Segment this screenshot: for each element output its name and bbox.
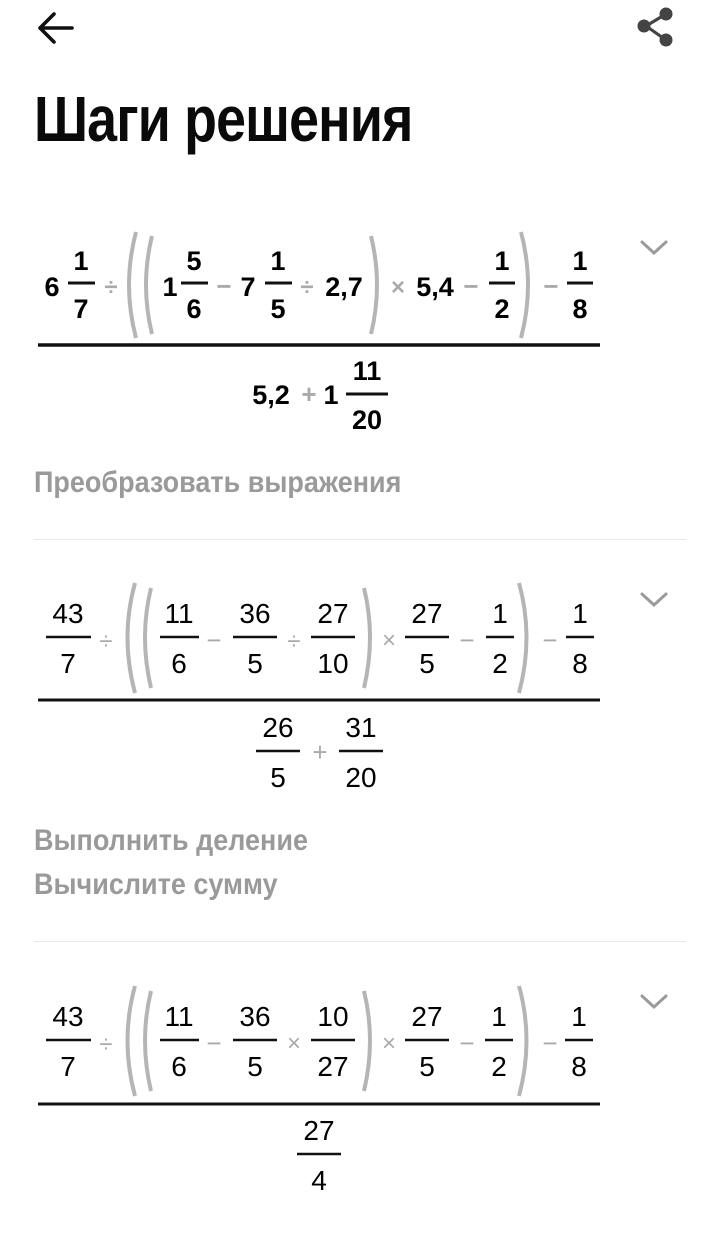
decimal: 2,7 bbox=[325, 272, 363, 302]
paren-close-inner bbox=[364, 991, 370, 1091]
page-title: Шаги решения bbox=[34, 83, 413, 155]
frac-den: 5 bbox=[419, 648, 435, 679]
frac-num: 1 bbox=[492, 598, 508, 629]
frac-num: 1 bbox=[571, 1001, 587, 1032]
frac-num: 36 bbox=[239, 598, 271, 629]
op-minus: − bbox=[542, 625, 558, 655]
op-minus: − bbox=[543, 271, 559, 301]
frac-den: 5 bbox=[270, 762, 286, 793]
frac-num: 43 bbox=[52, 1001, 84, 1032]
op-divide: ÷ bbox=[287, 628, 301, 655]
step-description: Выполнить деление bbox=[34, 824, 308, 857]
mixed-whole: 6 bbox=[44, 272, 60, 302]
frac-num: 31 bbox=[345, 712, 377, 743]
op-minus: − bbox=[459, 625, 475, 655]
op-minus: − bbox=[206, 1028, 222, 1058]
frac-den: 4 bbox=[311, 1165, 327, 1196]
op-divide: ÷ bbox=[104, 274, 118, 301]
op-minus: − bbox=[542, 1028, 558, 1058]
decimal: 5,2 bbox=[252, 380, 290, 410]
mixed-whole: 7 bbox=[240, 272, 256, 302]
op-divide: ÷ bbox=[99, 628, 113, 655]
frac-num: 1 bbox=[491, 1001, 507, 1032]
frac-den: 6 bbox=[171, 1051, 187, 1082]
frac-num: 36 bbox=[239, 1001, 271, 1032]
frac-den: 27 bbox=[317, 1051, 349, 1082]
frac-den: 7 bbox=[60, 1051, 76, 1082]
frac-den: 2 bbox=[492, 648, 508, 679]
op-times: × bbox=[381, 1030, 397, 1057]
frac-num: 10 bbox=[317, 1001, 349, 1032]
frac-den: 7 bbox=[60, 648, 76, 679]
paren-open-outer bbox=[128, 986, 136, 1096]
frac-num: 1 bbox=[494, 246, 510, 276]
frac-num: 1 bbox=[73, 246, 89, 276]
frac-den: 7 bbox=[73, 294, 89, 324]
frac-num: 26 bbox=[262, 712, 294, 743]
frac-den: 6 bbox=[186, 294, 202, 324]
op-plus: + bbox=[312, 737, 328, 767]
op-times: × bbox=[381, 627, 397, 654]
step-description: Преобразовать выражения bbox=[34, 466, 402, 499]
frac-den: 2 bbox=[491, 1051, 507, 1082]
step-description: Вычислите сумму bbox=[34, 868, 278, 901]
frac-den: 5 bbox=[419, 1051, 435, 1082]
frac-num: 11 bbox=[352, 356, 382, 386]
mixed-whole: 1 bbox=[162, 272, 178, 302]
op-minus: − bbox=[459, 1028, 475, 1058]
mixed-whole: 1 bbox=[323, 380, 339, 410]
frac-num: 11 bbox=[164, 598, 194, 629]
decimal: 5,4 bbox=[416, 272, 454, 302]
frac-num: 27 bbox=[411, 598, 443, 629]
paren-open-inner bbox=[145, 991, 151, 1091]
frac-num: 27 bbox=[317, 598, 349, 629]
frac-num: 27 bbox=[303, 1115, 335, 1146]
frac-den: 5 bbox=[247, 648, 263, 679]
frac-den: 6 bbox=[171, 648, 187, 679]
frac-den: 8 bbox=[572, 294, 588, 324]
frac-num: 1 bbox=[270, 246, 286, 276]
paren-close-outer bbox=[519, 986, 527, 1096]
chevron-down-icon[interactable] bbox=[636, 990, 672, 1014]
frac-den: 5 bbox=[247, 1051, 263, 1082]
frac-den: 8 bbox=[572, 648, 588, 679]
frac-den: 8 bbox=[571, 1051, 587, 1082]
frac-den: 2 bbox=[494, 294, 510, 324]
frac-num: 5 bbox=[186, 246, 202, 276]
op-minus: − bbox=[206, 625, 222, 655]
op-minus: − bbox=[216, 271, 232, 301]
frac-num: 27 bbox=[411, 1001, 443, 1032]
frac-num: 43 bbox=[52, 598, 84, 629]
frac-num: 1 bbox=[572, 246, 588, 276]
op-minus: − bbox=[463, 271, 479, 301]
frac-den: 20 bbox=[351, 405, 383, 435]
op-divide: ÷ bbox=[99, 1031, 113, 1058]
op-plus: + bbox=[301, 379, 317, 409]
op-times: × bbox=[390, 274, 406, 301]
op-times: × bbox=[286, 1030, 302, 1057]
op-divide: ÷ bbox=[300, 274, 314, 301]
frac-den: 5 bbox=[270, 294, 286, 324]
frac-num: 1 bbox=[572, 598, 588, 629]
frac-num: 11 bbox=[164, 1001, 194, 1032]
frac-den: 20 bbox=[345, 762, 377, 793]
frac-den: 10 bbox=[317, 648, 349, 679]
